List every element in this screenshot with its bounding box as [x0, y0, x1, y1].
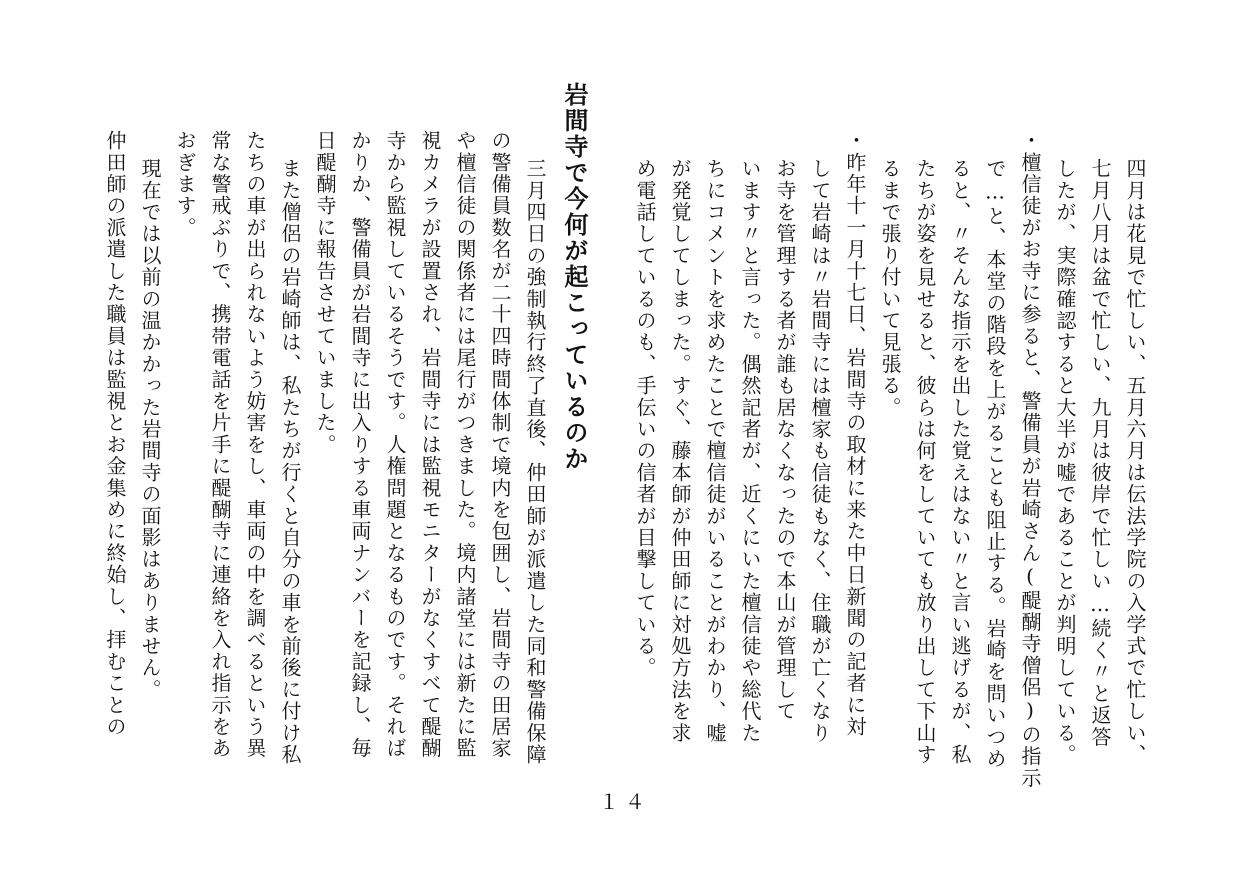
text-column: め電話しているのも、手伝いの信者が目撃している。 [633, 158, 657, 679]
text-column: 視カメラが設置され、岩間寺には監視モニターがなくすべて醍醐 [418, 130, 442, 760]
text-column: ・昨年十一月十七日、岩間寺の取材に来た中日新聞の記者に対 [843, 130, 867, 738]
text-column: が発覚してしまった。すぐ、藤本師が仲田師に対処方法を求 [668, 158, 692, 744]
text-column: また僧侶の岩崎師は、私たちが行くと自分の車を前後に付け私 [278, 158, 302, 766]
text-column: います〃と言った。偶然記者が、近くにいた檀信徒や総代た [738, 158, 762, 744]
text-column: ・檀信徒がお寺に参ると、警備員が岩崎さん(醍醐寺僧侶)の指示 [1018, 130, 1042, 789]
text-column: して岩崎は〃岩間寺には檀家も信徒もなく、住職が亡くなり [808, 158, 832, 744]
text-column: で…と、本堂の階段を上がることも阻止する。岩崎を問いつめ [983, 158, 1007, 770]
text-column: かりか、警備員が岩間寺に出入りする車両ナンバーを記録し、毎 [348, 130, 372, 760]
text-column: の警備員数名が二十四時間体制で境内を包囲し、岩間寺の田居家 [488, 130, 512, 760]
text-column: おぎます。 [173, 130, 197, 239]
text-column: たちの車が出られないよう妨害をし、車両の中を調べるという異 [243, 130, 267, 760]
text-column: 寺から監視しているそうです。人権問題となるものです。それば [383, 130, 407, 760]
text-column: 仲田師の派遣した職員は監視とお金集めに終始し、拝むことの [103, 130, 127, 738]
section-heading: 岩間寺で今何が起こっているのか [560, 82, 588, 472]
text-column: 七月八月は盆で忙しい、九月は彼岸で忙しい…続く〃と返答 [1088, 158, 1112, 748]
text-column: ちにコメントを求めたことで檀信徒がいることがわかり、嘘 [703, 158, 727, 744]
text-column: ると、〃そんな指示を出した覚えはない〃と言い逃げるが、私 [948, 158, 972, 766]
text-column: たちが姿を見せると、彼らは何をしていても放り出して下山す [913, 158, 937, 766]
text-column: 現在では以前の温かかった岩間寺の面影はありません。 [138, 158, 162, 701]
text-column: るまで張り付いて見張る。 [878, 158, 902, 419]
text-column: 常な警戒ぶりで、携帯電話を片手に醍醐寺に連絡を入れ指示をあ [208, 130, 232, 760]
text-column: 日醍醐寺に報告させていました。 [313, 130, 337, 456]
text-column: したが、実際確認すると大半が嘘であることが判明している。 [1053, 158, 1077, 766]
text-column: 三月四日の強制執行終了直後、仲田師が派遣した同和警備保障 [523, 158, 547, 766]
page-number: １４ [599, 790, 651, 814]
text-column: や檀信徒の関係者には尾行がつきました。境内諸堂には新たに監 [453, 130, 477, 760]
text-column: 四月は花見で忙しい、五月六月は伝法学院の入学式で忙しい、 [1123, 158, 1147, 766]
text-column: お寺を管理する者が誰も居なくなったので本山が管理して [773, 158, 797, 723]
